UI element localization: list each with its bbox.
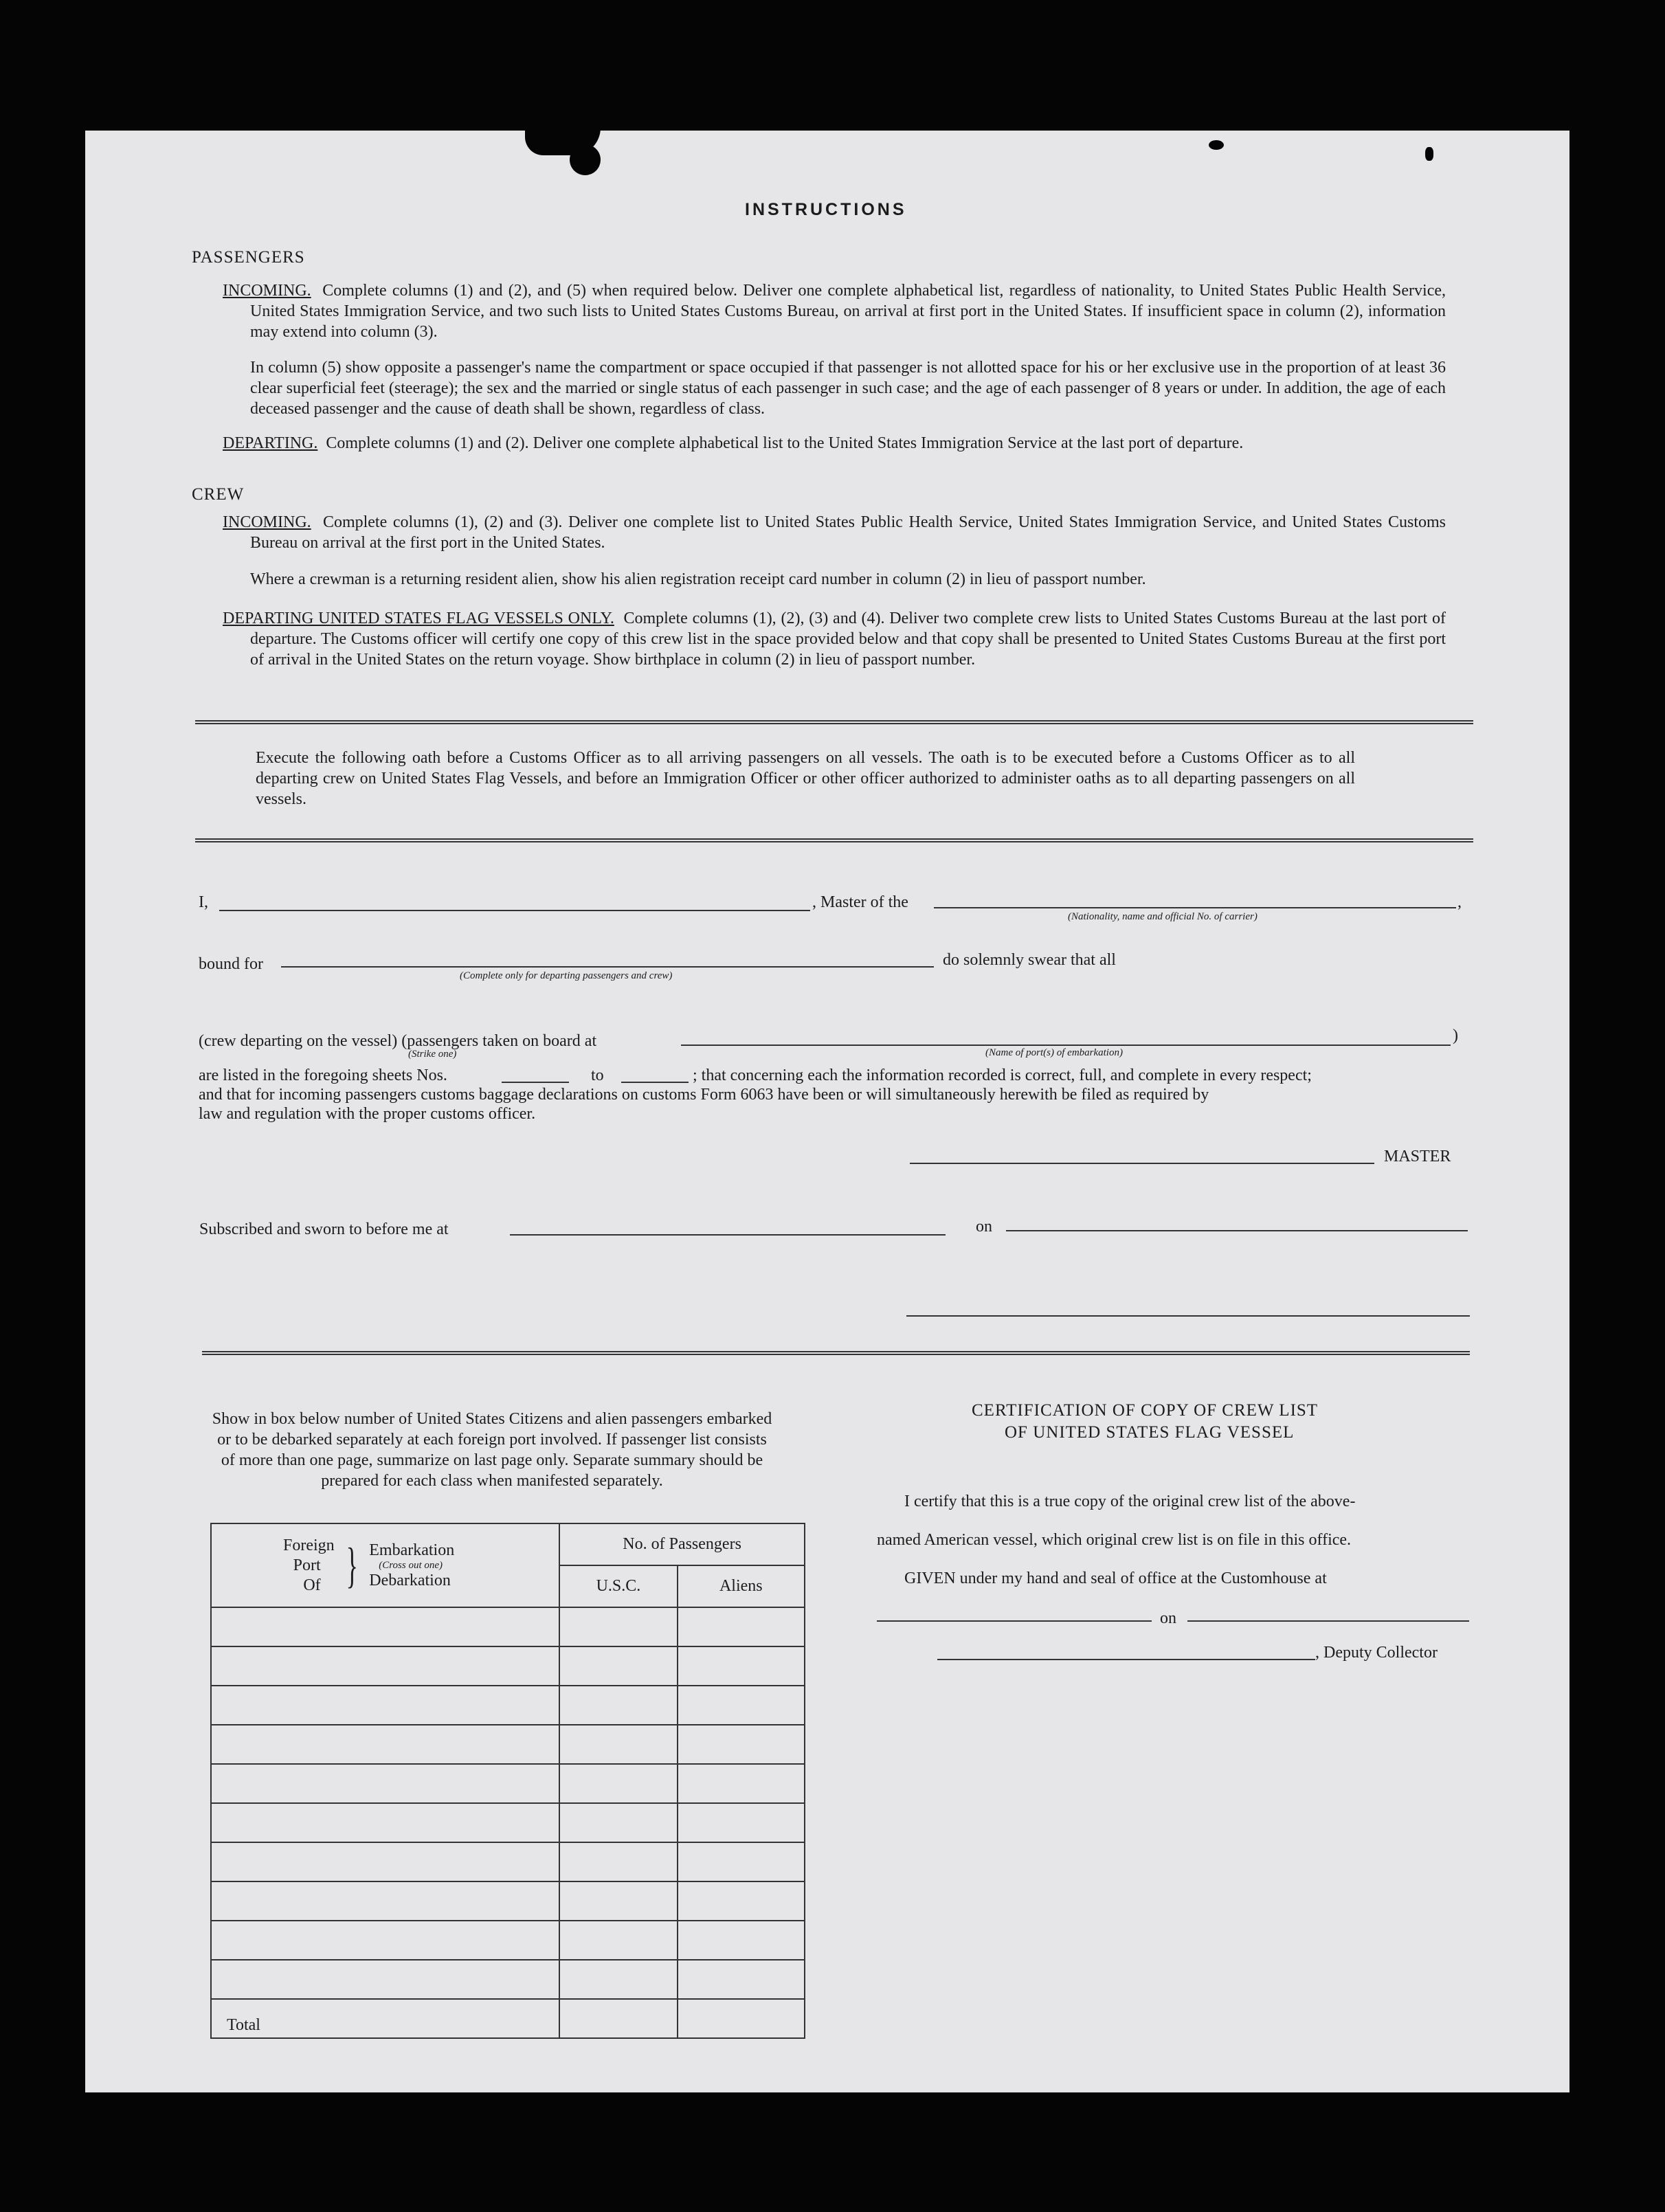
master-name-line[interactable] [219, 910, 810, 911]
usc-cell[interactable] [559, 1803, 677, 1842]
table-row [211, 1725, 805, 1764]
listed-text-d: law and regulation with the proper customs officer. [199, 1105, 536, 1123]
bound-for-label: bound for [199, 955, 263, 973]
subscribed-date-line[interactable] [1006, 1230, 1468, 1231]
port-cell[interactable] [211, 1607, 559, 1646]
swear-text: do solemnly swear that all [943, 951, 1116, 969]
no-of-passengers-header: No. of Passengers [559, 1523, 805, 1565]
certify-text-b: named American vessel, which original crew list is on file in this office. [877, 1531, 1352, 1549]
table-row [211, 1921, 805, 1960]
passenger-summary-table [210, 1523, 805, 2039]
of-label: Of [303, 1576, 321, 1594]
crew-departing-label: DEPARTING UNITED STATES FLAG VESSELS ONLY. [223, 610, 614, 627]
port-label: Port [293, 1556, 321, 1574]
aliens-cell[interactable] [678, 1607, 805, 1646]
crew-departing-text: Complete columns (1), (2), (3) and (4). Deliver two complete crew lists to United States Customs Bureau at the last port of departure. The Customs officer will certify one copy of this crew list in the space provided below and that copy shall be presented to United States Customs Bureau at the first port of arrival in the United States on the return voyage. Show birthplace in column (2) in lieu of passport number. [250, 610, 1446, 669]
port-header-cell [211, 1523, 559, 1607]
passengers-departing-text: Complete columns (1) and (2). Deliver one complete alphabetical list to the United States Immigration Service at the last port of departure. [326, 434, 1244, 452]
passengers-incoming [223, 280, 1446, 342]
total-label-cell [211, 1999, 559, 2038]
passengers-heading: PASSENGERS [192, 248, 305, 267]
port-cell[interactable] [211, 1921, 559, 1960]
master-signature-line[interactable] [910, 1163, 1374, 1164]
table-row [211, 1686, 805, 1725]
cross-out-hint: (Cross out one) [379, 1559, 443, 1571]
subscribed-label: Subscribed and sworn to before me at [199, 1220, 449, 1238]
port-cell[interactable] [211, 1686, 559, 1725]
usc-cell[interactable] [559, 1646, 677, 1686]
table-row [211, 1881, 805, 1921]
ink-blot [1209, 140, 1224, 150]
summary-instruction-text: Show in box below number of United States Citizens and alien passengers embarked or to be debarked separately at each foreign port involved. If passenger list consists of more than one page, summarize on last page only. Separate summary should be prepared for each class when manifested separately. [212, 1410, 772, 1490]
usc-cell[interactable] [559, 1960, 677, 1999]
crew-incoming [223, 512, 1446, 553]
aliens-cell[interactable] [678, 1921, 805, 1960]
total-row [211, 1999, 805, 2038]
port-cell[interactable] [211, 1764, 559, 1803]
total-usc-cell[interactable] [559, 1999, 677, 2038]
total-aliens-cell[interactable] [678, 1999, 805, 2038]
carrier-line[interactable] [934, 907, 1456, 908]
table-row [211, 1764, 805, 1803]
port-cell[interactable] [211, 1842, 559, 1881]
port-cell[interactable] [211, 1646, 559, 1686]
aliens-cell[interactable] [678, 1842, 805, 1881]
port-cell[interactable] [211, 1960, 559, 1999]
divider [202, 1351, 1470, 1355]
aliens-cell[interactable] [678, 1686, 805, 1725]
oath-instruction-text: Execute the following oath before a Customs Officer as to all arriving passengers on all vessels. The oath is to be executed before a Customs Officer as to all departing crew on United States Flag Vessels, and before an Immigration Officer or other officer authorized to administer oaths as to all departing passengers on all vessels. [256, 749, 1355, 808]
port-cell[interactable] [211, 1725, 559, 1764]
listed-text-b: ; that concerning each the information recorded is correct, full, and complete in every respect; [693, 1066, 1312, 1084]
listed-to: to [591, 1066, 604, 1084]
oath-i-label: I, [199, 893, 208, 911]
certify-text-a: I certify that this is a true copy of the original crew list of the above- [904, 1493, 1356, 1510]
bound-hint: (Complete only for departing passengers and crew) [460, 970, 673, 981]
carrier-comma: , [1457, 893, 1462, 911]
officer-signature-line[interactable] [906, 1315, 1470, 1317]
passengers-incoming-label: INCOMING. [223, 282, 311, 300]
crew-departing [223, 608, 1446, 670]
port-hint: (Name of port(s) of embarkation) [985, 1047, 1123, 1058]
divider [195, 838, 1473, 842]
page-title: INSTRUCTIONS [745, 200, 907, 219]
usc-cell[interactable] [559, 1881, 677, 1921]
usc-header: U.S.C. [559, 1565, 677, 1607]
listed-text-a: are listed in the foregoing sheets Nos. [199, 1066, 447, 1084]
aliens-cell[interactable] [678, 1764, 805, 1803]
master-of-the-label: , Master of the [812, 893, 908, 911]
passengers-incoming-text: Complete columns (1) and (2), and (5) when required below. Deliver one complete alphabetical list, regardless of nationality, to United States Public Health Service, United States Immigration Service, and two such lists to United States Customs Bureau, on arrival at first port in the United States. If insufficient space in column (2), information may extend into column (3). [250, 282, 1446, 341]
bound-for-line[interactable] [281, 966, 934, 968]
deputy-collector-label: , Deputy Collector [1315, 1644, 1438, 1662]
close-paren: ) [1453, 1027, 1458, 1044]
debarkation-label: Debarkation [369, 1571, 451, 1589]
usc-cell[interactable] [559, 1686, 677, 1725]
brace-icon: } [346, 1538, 358, 1593]
ink-blot [1425, 147, 1433, 161]
certification-title-2: OF UNITED STATES FLAG VESSEL [1005, 1423, 1295, 1442]
port-line[interactable] [681, 1044, 1451, 1046]
subscribed-on-label: on [976, 1218, 992, 1236]
customhouse-place-line[interactable] [877, 1620, 1152, 1622]
table-row [211, 1646, 805, 1686]
master-label: MASTER [1384, 1148, 1451, 1165]
embarkation-label: Embarkation [369, 1541, 455, 1559]
oath-instruction [256, 748, 1355, 809]
certification-on-label: on [1160, 1609, 1176, 1627]
sheet-to-line[interactable] [621, 1082, 689, 1083]
crew-heading: CREW [192, 485, 245, 504]
certification-title-1: CERTIFICATION OF COPY OF CREW LIST [972, 1401, 1319, 1420]
aliens-cell[interactable] [678, 1725, 805, 1764]
usc-cell[interactable] [559, 1725, 677, 1764]
subscribed-place-line[interactable] [510, 1234, 946, 1236]
crew-incoming-label: INCOMING. [223, 513, 311, 531]
aliens-cell[interactable] [678, 1960, 805, 1999]
total-label: Total [227, 2016, 260, 2034]
summary-instruction [210, 1409, 774, 1491]
certification-date-line[interactable] [1187, 1620, 1469, 1622]
crew-departing-text: (crew departing on the vessel) (passengers taken on board at [199, 1032, 597, 1050]
crew-incoming-text: Complete columns (1), (2) and (3). Deliver one complete list to United States Public Health Service, United States Immigration Service, and United States Customs Bureau on arrival at the first port in the United States. [250, 513, 1446, 552]
carrier-hint: (Nationality, name and official No. of carrier) [1068, 911, 1258, 922]
foreign-label: Foreign [283, 1536, 335, 1554]
port-cell[interactable] [211, 1803, 559, 1842]
crew-resident [250, 569, 1446, 590]
table-row [211, 1607, 805, 1646]
form-sheet [85, 131, 1569, 2092]
usc-cell[interactable] [559, 1764, 677, 1803]
crew-resident-text: Where a crewman is a returning resident alien, show his alien registration receipt card number in column (2) in lieu of passport number. [250, 570, 1146, 588]
divider [195, 720, 1473, 724]
given-text: GIVEN under my hand and seal of office at the Customhouse at [904, 1569, 1327, 1587]
strike-one-hint: (Strike one) [408, 1049, 457, 1060]
passengers-departing [223, 433, 1446, 454]
table-row [211, 1842, 805, 1881]
aliens-cell[interactable] [678, 1881, 805, 1921]
listed-text-c: and that for incoming passengers customs baggage declarations on customs Form 6063 have been or will simultaneously herewith be filed as required by [199, 1086, 1209, 1104]
deputy-signature-line[interactable] [937, 1659, 1315, 1660]
passengers-departing-label: DEPARTING. [223, 434, 318, 452]
table-row [211, 1803, 805, 1842]
table-row [211, 1960, 805, 1999]
passengers-column5-text: In column (5) show opposite a passenger's name the compartment or space occupied if that passenger is not allotted space for his or her exclusive use in the proportion of at least 36 clear superficial feet (steerage); the sex and the married or single status of each passenger in such case; and the age of each passenger of 8 years or under. In addition, the age of each deceased passenger and the cause of death shall be shown, regardless of class. [250, 359, 1446, 418]
usc-cell[interactable] [559, 1921, 677, 1960]
torn-edge [570, 144, 601, 175]
usc-cell[interactable] [559, 1607, 677, 1646]
passengers-column5 [250, 357, 1446, 419]
sheet-from-line[interactable] [502, 1082, 569, 1083]
table-header-row [211, 1523, 805, 1565]
aliens-cell[interactable] [678, 1803, 805, 1842]
usc-cell[interactable] [559, 1842, 677, 1881]
aliens-header: Aliens [678, 1565, 805, 1607]
aliens-cell[interactable] [678, 1646, 805, 1686]
port-cell[interactable] [211, 1881, 559, 1921]
